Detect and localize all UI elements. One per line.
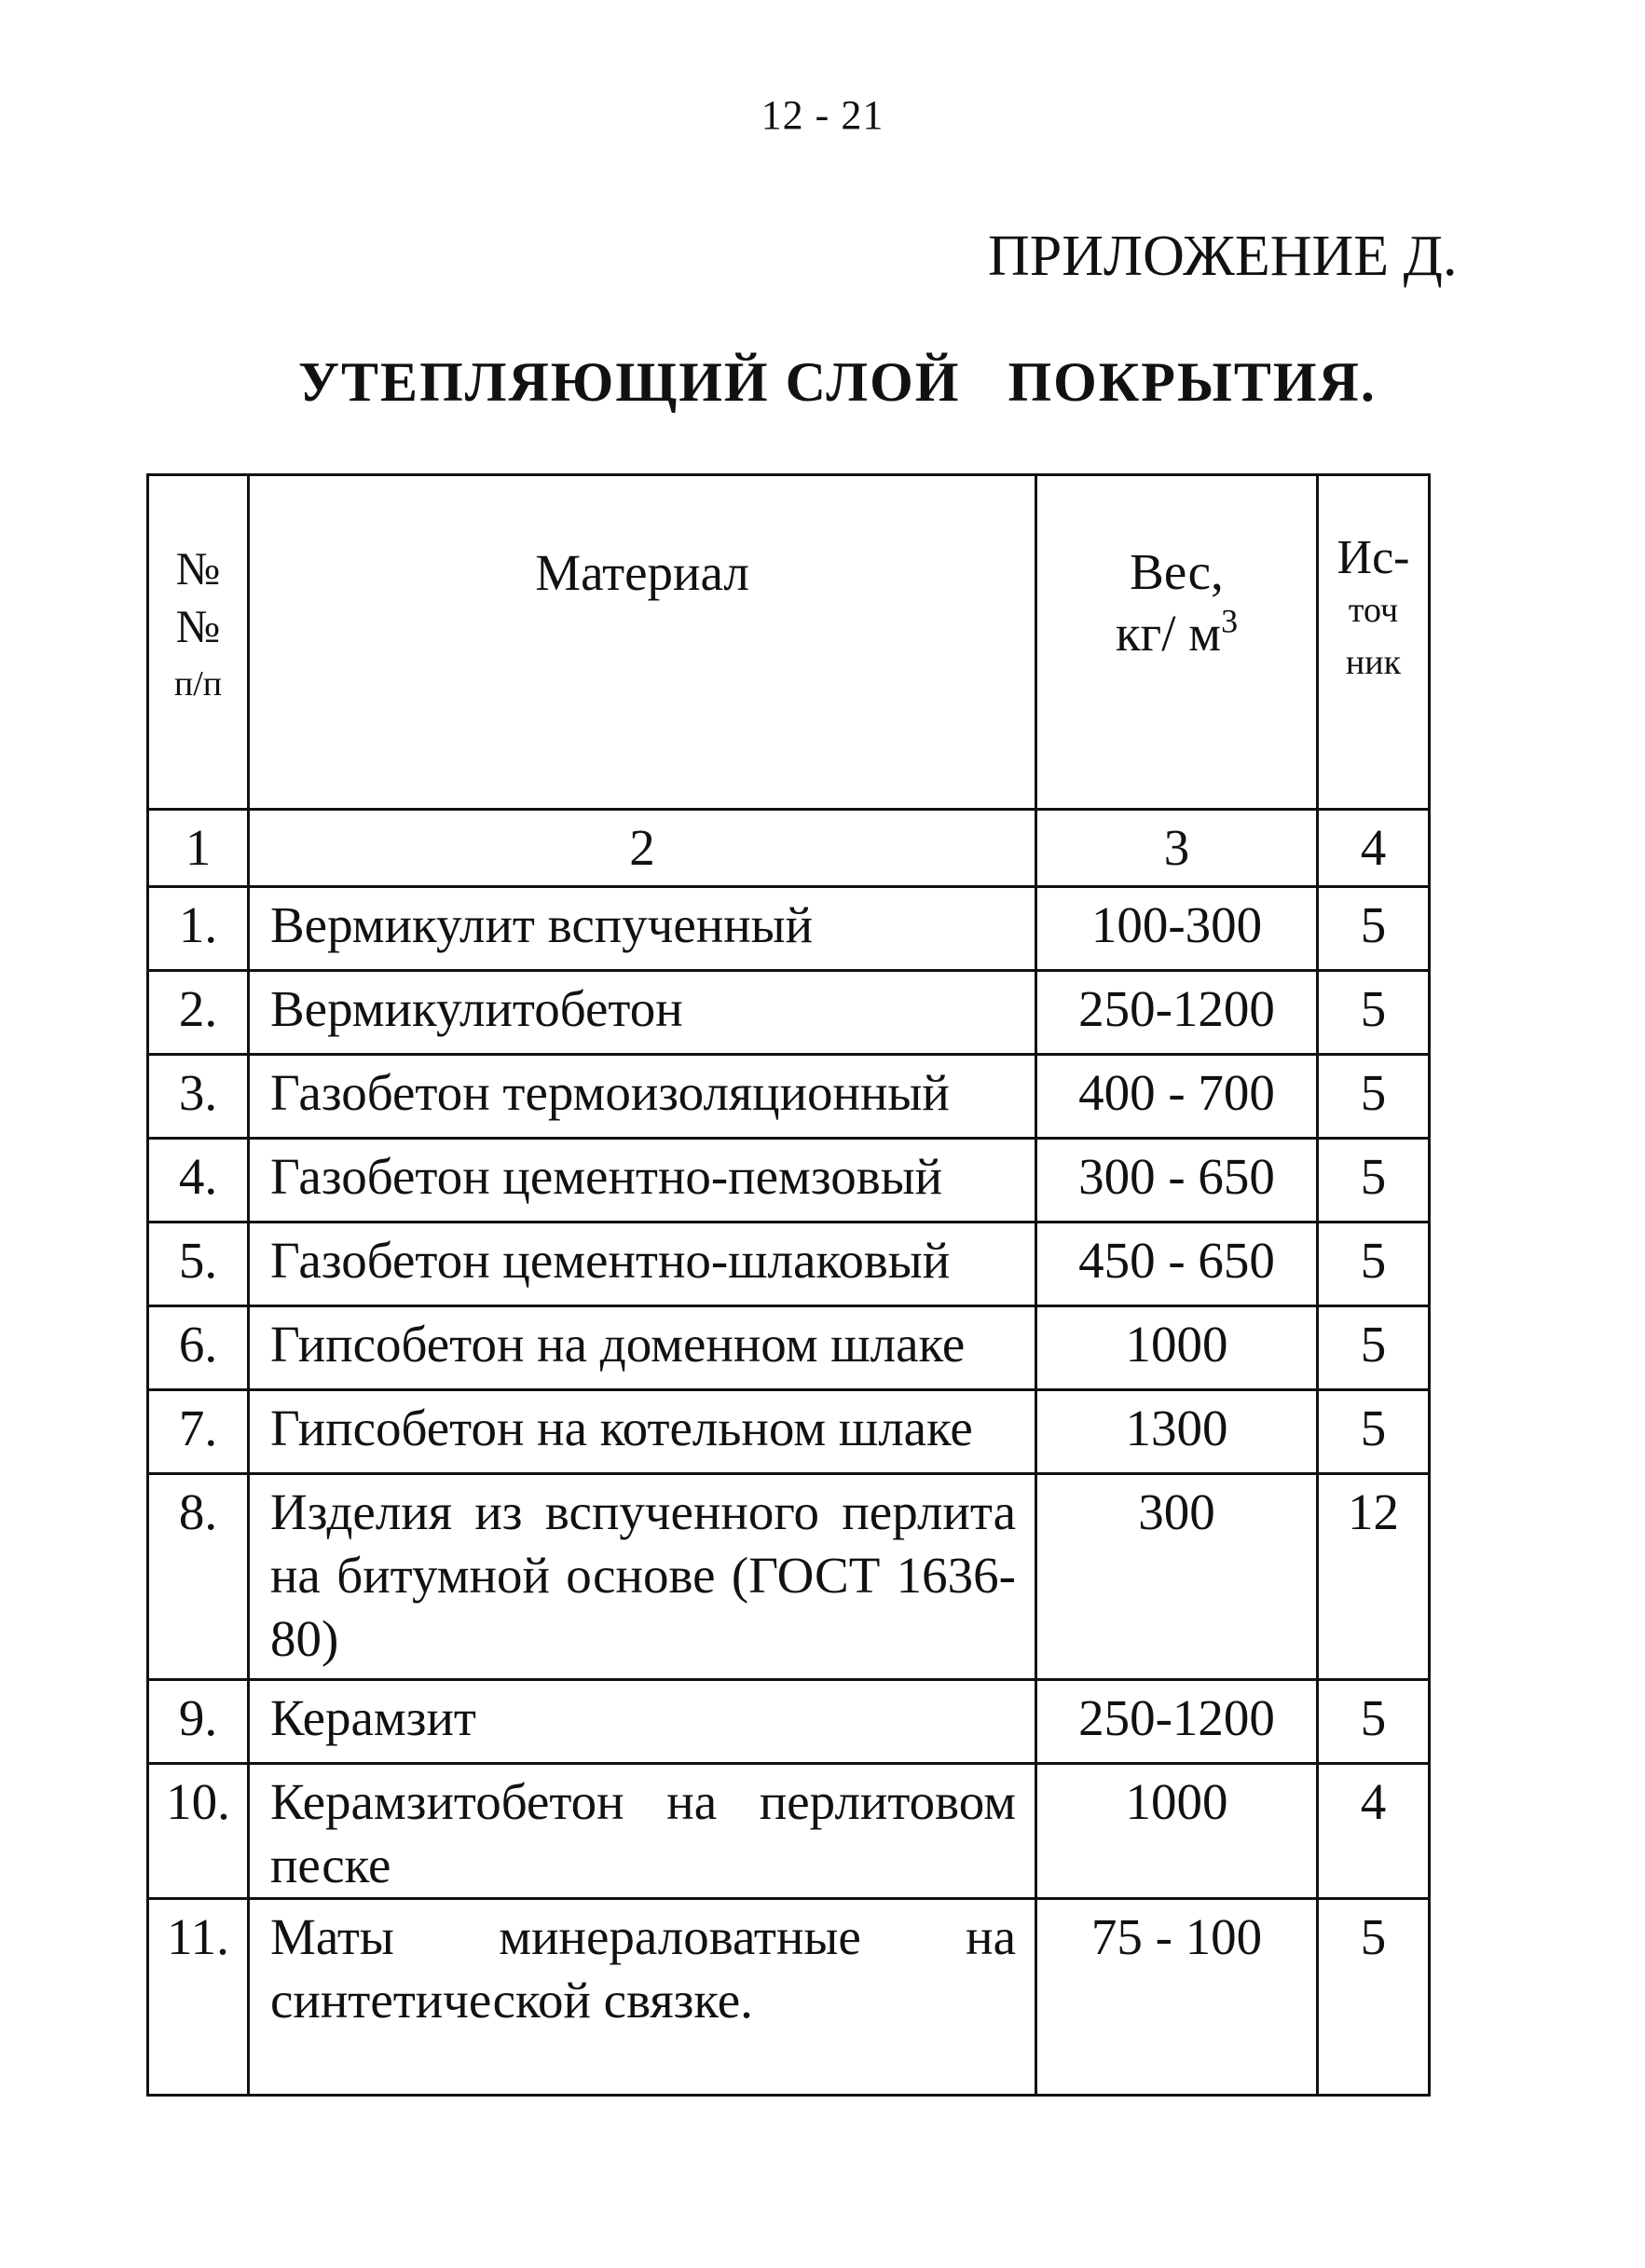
row-weight: 300: [1036, 1474, 1318, 1680]
row-weight: 1000: [1036, 1306, 1318, 1390]
row-number: 8.: [148, 1474, 249, 1680]
row-number: 2.: [148, 971, 249, 1055]
header-number-line1: №: [175, 542, 221, 594]
table-row: [148, 1899, 1430, 2096]
document-title: [0, 350, 1645, 415]
table-row: [148, 1306, 1430, 1390]
row-weight: 300 - 650: [1036, 1139, 1318, 1223]
row-source: 5: [1318, 1306, 1430, 1390]
row-source: 5: [1318, 971, 1430, 1055]
row-number: 6.: [148, 1306, 249, 1390]
row-weight: 100-300: [1036, 887, 1318, 971]
header-material: Материал: [249, 475, 1036, 810]
row-source: 12: [1318, 1474, 1430, 1680]
header-number-line3: п/п: [173, 664, 223, 704]
column-index: 1: [148, 810, 249, 887]
row-number: 4.: [148, 1139, 249, 1223]
header-source-line2: точ: [1348, 591, 1399, 630]
row-material: Гипсобетон на доменном шлаке: [249, 1306, 1036, 1390]
row-source: 4: [1318, 1764, 1430, 1899]
table-row: [148, 1139, 1430, 1223]
header-weight: [1036, 475, 1318, 810]
row-number: 10.: [148, 1764, 249, 1899]
column-index: 4: [1318, 810, 1430, 887]
column-index: 2: [249, 810, 1036, 887]
row-material: Изделия из вспученного перлита на битумной основе (ГОСТ 1636-80): [249, 1474, 1036, 1680]
row-weight: 250-1200: [1036, 971, 1318, 1055]
row-number: 1.: [148, 887, 249, 971]
header-number-line2: №: [175, 600, 221, 652]
column-index-row: [148, 810, 1430, 887]
row-weight: 75 - 100: [1036, 1899, 1318, 2096]
materials-table: [146, 473, 1431, 2097]
table-row: [148, 1390, 1430, 1474]
row-material: Газобетон цементно-шлаковый: [249, 1223, 1036, 1306]
row-source: 5: [1318, 1223, 1430, 1306]
row-source: 5: [1318, 1139, 1430, 1223]
row-weight: 1000: [1036, 1764, 1318, 1899]
header-source-line3: ник: [1345, 643, 1402, 682]
row-source: 5: [1318, 1899, 1430, 2096]
table-row: [148, 1680, 1430, 1764]
table-row: [148, 1764, 1430, 1899]
row-material: Газобетон цементно-пемзовый: [249, 1139, 1036, 1223]
appendix-heading: ПРИЛОЖЕНИЕ Д.: [988, 225, 1458, 288]
row-material: Маты минераловатные на синтетической связке.: [249, 1899, 1036, 2096]
header-number: [148, 475, 249, 810]
table-row: [148, 887, 1430, 971]
row-source: 5: [1318, 1055, 1430, 1139]
row-material: Вермикулит вспученный: [249, 887, 1036, 971]
header-weight-unit: кг/ м: [1115, 605, 1222, 662]
table-row: [148, 1055, 1430, 1139]
row-source: 5: [1318, 1680, 1430, 1764]
column-index: 3: [1036, 810, 1318, 887]
header-weight-unit-exponent: 3: [1221, 602, 1239, 640]
row-number: 7.: [148, 1390, 249, 1474]
table-row: [148, 971, 1430, 1055]
row-material: Вермикулитобетон: [249, 971, 1036, 1055]
table-header-row: [148, 475, 1430, 810]
row-weight: 400 - 700: [1036, 1055, 1318, 1139]
row-number: 3.: [148, 1055, 249, 1139]
table-row: [148, 1474, 1430, 1680]
row-source: 5: [1318, 1390, 1430, 1474]
header-weight-line1: Вес,: [1130, 543, 1224, 600]
row-material: Гипсобетон на котельном шлаке: [249, 1390, 1036, 1474]
row-material: Керамзит: [249, 1680, 1036, 1764]
row-material: Керамзитобетон на перлитовом песке: [249, 1764, 1036, 1899]
header-weight-line2: [1037, 603, 1316, 664]
row-weight: 450 - 650: [1036, 1223, 1318, 1306]
header-source: [1318, 475, 1430, 810]
row-material: Газобетон термоизоляционный: [249, 1055, 1036, 1139]
table-row: [148, 1223, 1430, 1306]
page-number: 12 - 21: [761, 92, 884, 138]
row-number: 9.: [148, 1680, 249, 1764]
row-number: 5.: [148, 1223, 249, 1306]
row-number: 11.: [148, 1899, 249, 2096]
row-source: 5: [1318, 887, 1430, 971]
title-text: УТЕПЛЯЮЩИЙ СЛОЙ ПОКРЫТИЯ.: [298, 351, 1377, 413]
header-source-line1: Ис-: [1337, 531, 1410, 584]
row-weight: 1300: [1036, 1390, 1318, 1474]
row-weight: 250-1200: [1036, 1680, 1318, 1764]
